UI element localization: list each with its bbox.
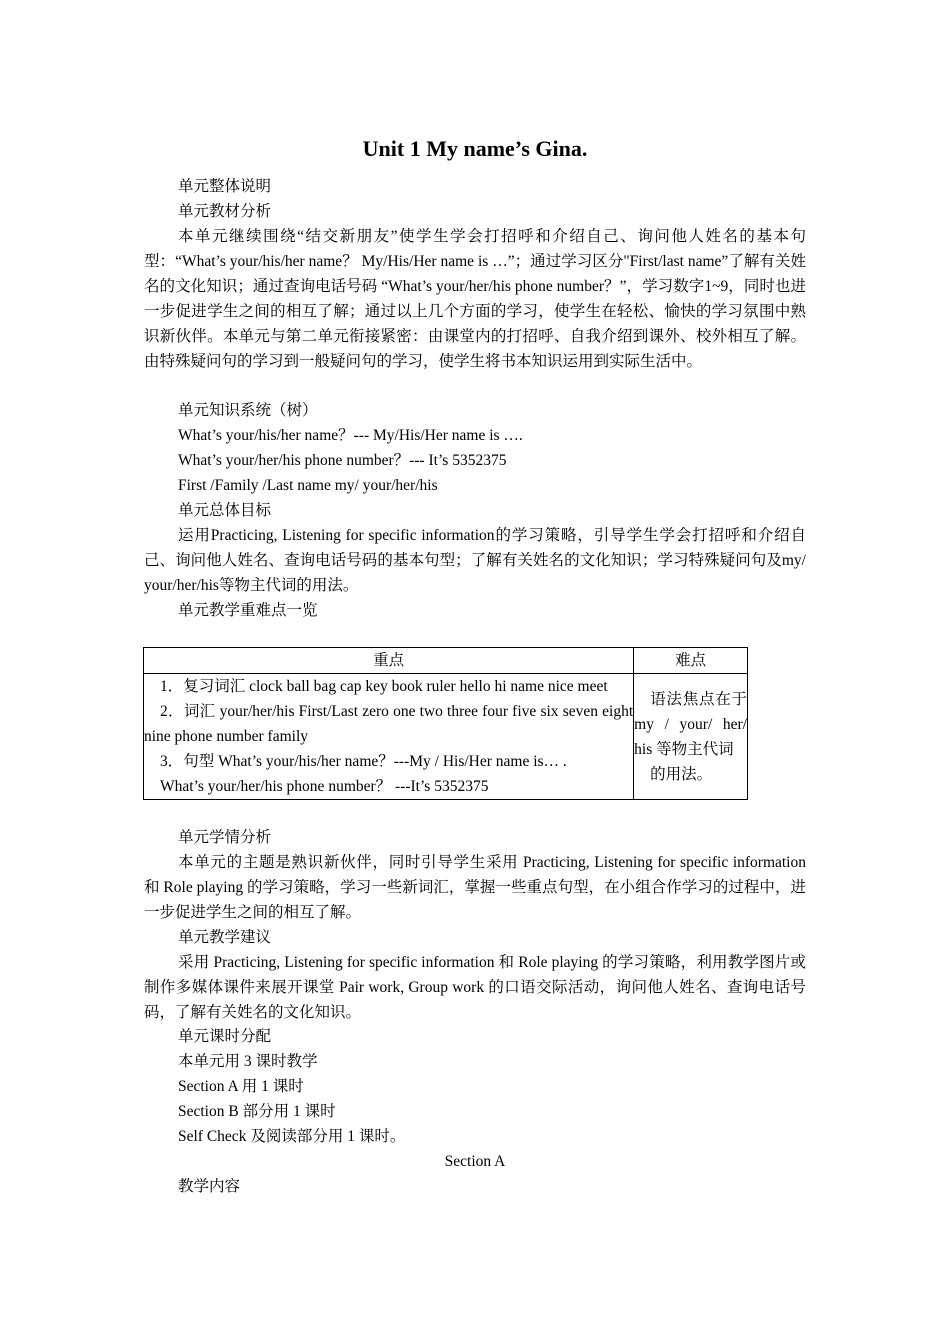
schedule-line: Section A 用 1 课时 (178, 1078, 304, 1095)
heading-overview: 单元整体说明 (178, 178, 272, 195)
tree-line: What’s your/her/his phone number？--- It’s 5352375 (178, 452, 507, 469)
learner-analysis-paragraph: 本单元的主题是熟识新伙伴，同时引导学生采用 Practicing, Listening for specific information 和 Role playing 的学习策略，学习一些新词汇，掌握一些重点句型，在小组合作学习的过程中，进一步促进学生之间的相互了解。 (144, 854, 806, 921)
section-a-heading: Section A (444, 1153, 506, 1170)
schedule-line: Section B 部分用 1 课时 (178, 1103, 336, 1120)
document-title: Unit 1 My name’s Gina. (362, 136, 588, 161)
heading-learner-analysis: 单元学情分析 (178, 829, 272, 846)
focus-item: 1．复习词汇 clock ball bag cap key book ruler hello hi name nice meet (160, 678, 608, 695)
table-header-row (144, 648, 748, 674)
material-analysis-paragraph: 本单元继续围绕“结交新朋友”使学生学会打招呼和介绍自己、询问他人姓名的基本句型：“What’s your/his/her name？ My/His/Her name is …”；通过学习区分"First/last name”了解有关姓名的文化知识；通过查询电话号码 “What’s your/her/his phone number？”，学习数字1~9，同时也进一步促进学生之间的相互了解；通过以上几个方面的学习，使学生在轻松、愉快的学习氛围中熟识新伙伴。本单元与第二单元衔接紧密：由课堂内的打招呼、自我介绍到课外、校外相互了解。由特殊疑问句的学习到一般疑问句的学习，使学生将书本知识运用到实际生活中。 (144, 228, 806, 370)
key-points-table (143, 647, 748, 800)
focus-item: 2．词汇 your/her/his First/Last zero one two three four five six seven eight nine phone number family (144, 703, 634, 745)
focus-item: What’s your/her/his phone number？ ---It’s 5352375 (160, 778, 489, 795)
schedule-line: 本单元用 3 课时教学 (178, 1053, 318, 1070)
heading-teaching-content: 教学内容 (178, 1178, 241, 1195)
schedule-line: Self Check 及阅读部分用 1 课时。 (178, 1128, 406, 1145)
focus-cell (144, 674, 634, 800)
heading-key-points: 单元教学重难点一览 (178, 602, 318, 619)
focus-item: 3．句型 What’s your/his/her name？---My / His/Her name is… . (160, 753, 567, 770)
table-header-difficulty: 难点 (634, 648, 748, 674)
difficulty-cell (634, 674, 748, 800)
tree-line: What’s your/his/her name？--- My/His/Her name is …. (178, 427, 523, 444)
table-header-focus: 重点 (144, 648, 634, 674)
heading-schedule: 单元课时分配 (178, 1028, 272, 1045)
heading-knowledge-tree: 单元知识系统（树） (178, 402, 318, 419)
suggestions-paragraph: 采用 Practicing, Listening for specific information 和 Role playing 的学习策略，利用教学图片或制作多媒体课件来展开课堂 Pair work, Group work 的口语交际活动，询问他人姓名、查询电话号码，了解有关姓名的文化知识。 (144, 954, 806, 1021)
table-row (144, 674, 748, 800)
tree-line: First /Family /Last name my/ your/her/his (178, 477, 438, 494)
heading-material-analysis: 单元教材分析 (178, 203, 272, 220)
goals-paragraph: 运用Practicing, Listening for specific information的学习策略，引导学生学会打招呼和介绍自己、询问他人姓名、查询电话号码的基本句型；了解有关姓名的文化知识；学习特殊疑问句及my/ your/her/his等物主代词的用法。 (144, 527, 806, 594)
difficulty-text: 的用法。 (650, 765, 713, 783)
heading-goals: 单元总体目标 (178, 502, 272, 519)
heading-suggestions: 单元教学建议 (178, 929, 272, 946)
difficulty-text: 语法焦点在于 my / your/ her/ his 等物主代词 (634, 690, 747, 758)
